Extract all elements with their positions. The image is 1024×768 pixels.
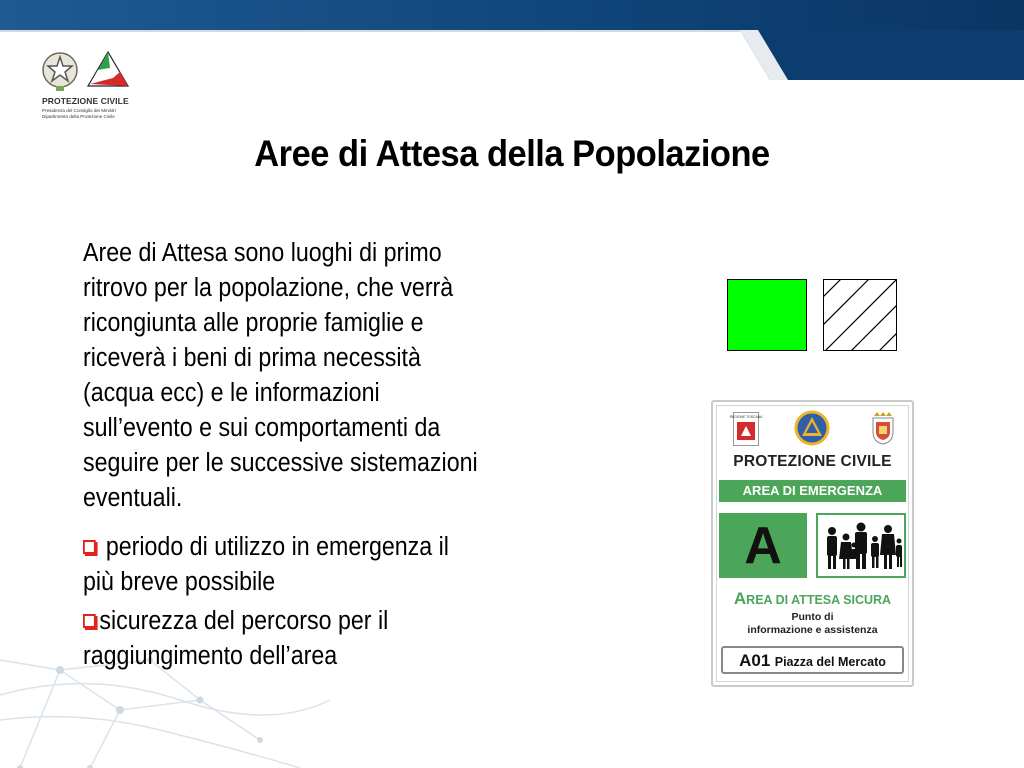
- paragraph-line: (acqua ecc) e le informazioni: [83, 379, 380, 407]
- people-pictogram-box: [816, 513, 906, 578]
- header-band: [0, 0, 1024, 80]
- sign-letter: A: [719, 513, 807, 578]
- attesa-cap: A: [733, 589, 747, 608]
- emergency-area-sign: [711, 400, 914, 687]
- bullet-text: periodo di utilizzo in emergenza il: [99, 533, 449, 561]
- sign-area-band: AREA DI EMERGENZA: [719, 480, 906, 502]
- bullet-usage-period: [83, 530, 556, 600]
- paragraph-line: seguire per le successive sistemazioni: [83, 449, 478, 477]
- logo-title: PROTEZIONE CIVILE: [42, 96, 129, 106]
- logo-subtitle-line1: Presidenza del Consiglio dei Ministri: [42, 108, 116, 113]
- bullet-safe-route: [83, 604, 556, 674]
- paragraph-line: eventuali.: [83, 484, 183, 512]
- civil-protection-triangle-icon: [88, 52, 128, 86]
- bullet-text: più breve possibile: [83, 568, 276, 596]
- crowd-icon: [818, 515, 904, 576]
- paragraph-line: ricongiunta alle proprie famiglie e: [83, 309, 424, 337]
- sign-title: PROTEZIONE CIVILE: [733, 453, 892, 470]
- info-line: informazione e assistenza: [747, 624, 878, 636]
- intro-paragraph: [83, 236, 556, 516]
- region-label: REGIONE TOSCANA: [729, 415, 763, 419]
- slide-body: [83, 236, 556, 678]
- slide-title: Aree di Attesa della Popolazione: [254, 133, 770, 174]
- info-line: Punto di: [791, 611, 834, 623]
- checkbox-bullet-icon: [83, 614, 96, 628]
- attesa-rest: REA DI ATTESA SICURA: [746, 593, 892, 607]
- logo-subtitle: [42, 108, 116, 120]
- paragraph-line: riceverà i beni di prima necessità: [83, 344, 421, 372]
- paragraph-line: Aree di Attesa sono luoghi di primo: [83, 239, 442, 267]
- sign-waiting-area-label: [711, 589, 914, 609]
- location-name: Piazza del Mercato: [774, 655, 886, 669]
- republic-emblem-icon: [43, 53, 77, 91]
- logo-subtitle-line2: Dipartimento della Protezione Civile: [42, 114, 115, 119]
- green-area-symbol: [727, 279, 807, 351]
- checkbox-bullet-icon: [83, 540, 96, 554]
- civil-protection-emblem-icon: [794, 410, 830, 446]
- municipal-crest-icon: [870, 410, 896, 446]
- hatched-area-symbol: [823, 279, 897, 351]
- sign-location-box: [721, 646, 904, 674]
- paragraph-line: ritrovo per la popolazione, che verrà: [83, 274, 454, 302]
- location-code: A01: [739, 651, 771, 670]
- bullet-text: sicurezza del percorso per il: [99, 607, 389, 635]
- regione-toscana-emblem-icon: [729, 412, 763, 446]
- paragraph-line: sull’evento e sui comportamenti da: [83, 414, 441, 442]
- bullet-text: raggiungimento dell’area: [83, 642, 338, 670]
- sign-info-text: [711, 611, 914, 637]
